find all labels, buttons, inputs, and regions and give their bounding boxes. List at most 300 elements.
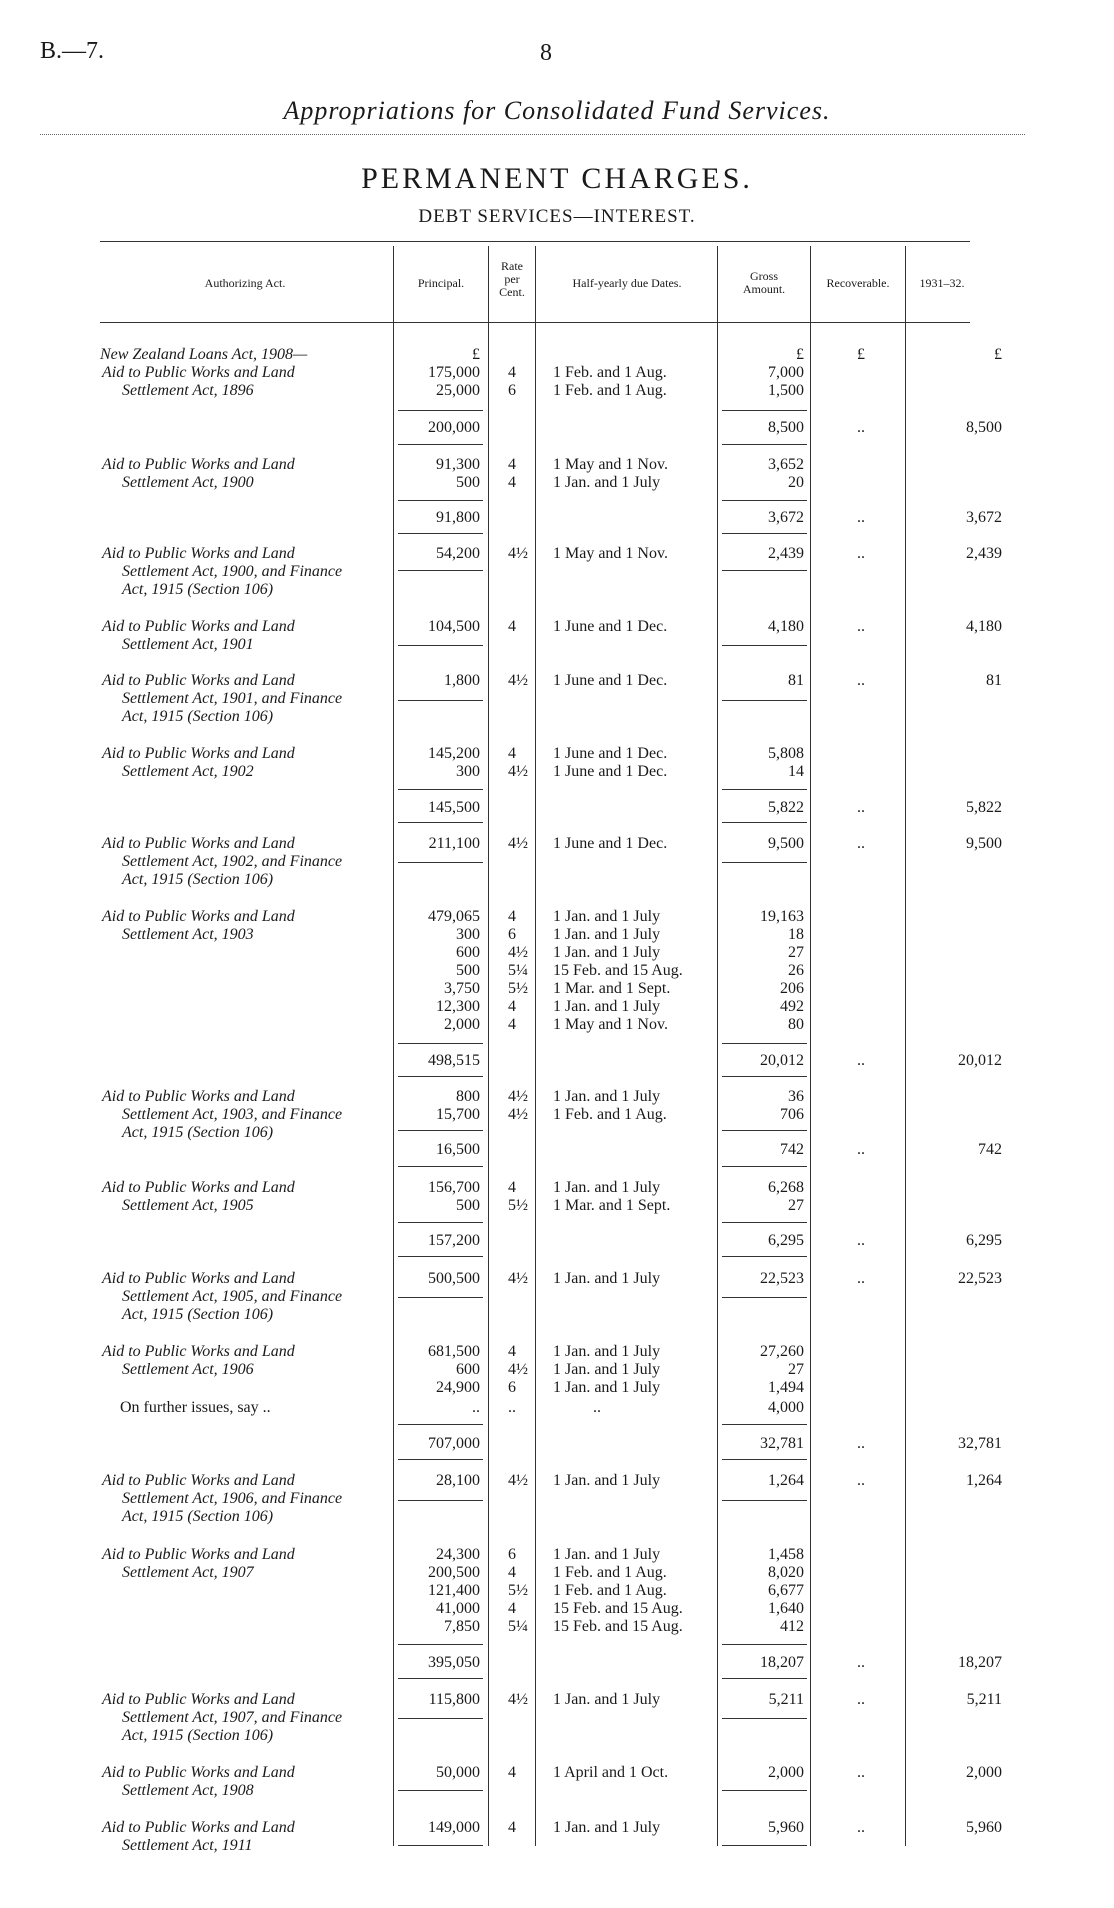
- dates-cell: 1 June and 1 Dec.: [553, 835, 668, 852]
- gross-cell: 27: [788, 944, 804, 961]
- gross-cell: 706: [780, 1106, 804, 1123]
- sum-rule: [398, 410, 483, 411]
- gross-cell: 412: [780, 1618, 804, 1635]
- principal-cell: 91,300: [436, 456, 480, 473]
- recoverable-cell: ..: [857, 1472, 865, 1489]
- principal-cell: 25,000: [436, 382, 480, 399]
- sum-rule: [398, 862, 483, 863]
- sum-rule: [398, 1424, 483, 1425]
- act-cell: Aid to Public Works and Land: [102, 618, 295, 635]
- rate-cell: 6: [508, 926, 516, 943]
- dates-cell: 15 Feb. and 15 Aug.: [553, 962, 683, 979]
- rate-cell: 4: [508, 998, 516, 1015]
- gross-cell: 8,020: [768, 1564, 804, 1581]
- act-cell: Settlement Act, 1900: [122, 474, 254, 491]
- dates-cell: 1 Jan. and 1 July: [553, 1379, 661, 1396]
- rate-cell: ..: [508, 1399, 516, 1416]
- act-cell: Settlement Act, 1907, and Finance: [122, 1709, 343, 1726]
- document-code: B.—7.: [40, 38, 105, 64]
- recoverable-cell: ..: [857, 1764, 865, 1781]
- col-header-rate-line: per: [504, 272, 520, 286]
- rate-cell: 4½: [508, 1691, 528, 1708]
- rate-cell: 6: [508, 1546, 516, 1563]
- act-cell: Settlement Act, 1901: [122, 636, 254, 653]
- act-cell: Aid to Public Works and Land: [102, 545, 295, 562]
- sum-rule: [722, 1222, 807, 1223]
- principal-cell: 145,200: [428, 745, 480, 762]
- sum-rule: [722, 533, 807, 534]
- act-cell: Settlement Act, 1903, and Finance: [122, 1106, 343, 1123]
- recoverable-cell: ..: [857, 1141, 865, 1158]
- sum-rule: [722, 1678, 807, 1679]
- gross-cell: 4,000: [768, 1399, 804, 1416]
- rate-cell: 5¼: [508, 962, 528, 979]
- sum-rule: [398, 700, 483, 701]
- sum-rule: [398, 1076, 483, 1077]
- sum-rule: [722, 645, 807, 646]
- principal-subtotal: 707,000: [428, 1435, 480, 1452]
- column-divider: [393, 246, 394, 1846]
- sum-rule: [398, 1790, 483, 1791]
- sum-rule: [722, 1718, 807, 1719]
- dates-cell: 1 Feb. and 1 Aug.: [553, 1564, 667, 1581]
- dates-cell: 1 Jan. and 1 July: [553, 998, 661, 1015]
- gross-subtotal: 742: [780, 1141, 804, 1158]
- total-cell: 8,500: [966, 419, 1002, 436]
- sum-rule: [722, 444, 807, 445]
- dates-cell: 1 Feb. and 1 Aug.: [553, 1106, 667, 1123]
- rate-cell: 4: [508, 1564, 516, 1581]
- principal-subtotal: 157,200: [428, 1232, 480, 1249]
- rate-cell: 4½: [508, 672, 528, 689]
- act-cell: Aid to Public Works and Land: [102, 1819, 295, 1836]
- gross-cell: £: [796, 346, 804, 363]
- recoverable-cell: ..: [857, 672, 865, 689]
- total-cell: 20,012: [958, 1052, 1002, 1069]
- act-cell: Aid to Public Works and Land: [102, 456, 295, 473]
- rate-cell: 4: [508, 474, 516, 491]
- gross-cell: 6,677: [768, 1582, 804, 1599]
- sum-rule: [398, 822, 483, 823]
- act-cell: Aid to Public Works and Land: [102, 672, 295, 689]
- principal-cell: 1,800: [444, 672, 480, 689]
- act-cell: Aid to Public Works and Land: [102, 1088, 295, 1105]
- dates-cell: 1 June and 1 Dec.: [553, 672, 668, 689]
- principal-cell: 175,000: [428, 364, 480, 381]
- total-cell: £: [994, 346, 1002, 363]
- col-header-gross: [719, 270, 809, 296]
- principal-subtotal: 498,515: [428, 1052, 480, 1069]
- gross-cell: 5,211: [768, 1691, 804, 1708]
- col-header-recoverable: Recoverable.: [826, 276, 890, 290]
- gross-subtotal: 6,295: [768, 1232, 804, 1249]
- principal-cell: 24,300: [436, 1546, 480, 1563]
- dates-cell: 1 Jan. and 1 July: [553, 944, 661, 961]
- further-issues-label: On further issues, say ..: [120, 1399, 271, 1416]
- act-cell: Aid to Public Works and Land: [102, 908, 295, 925]
- principal-cell: 149,000: [428, 1819, 480, 1836]
- gross-cell: 27: [788, 1361, 804, 1378]
- sum-rule: [722, 822, 807, 823]
- total-cell: 6,295: [966, 1232, 1002, 1249]
- act-cell: Settlement Act, 1906: [122, 1361, 254, 1378]
- sum-rule: [398, 1130, 483, 1131]
- total-cell: 2,439: [966, 545, 1002, 562]
- total-cell: 5,211: [966, 1691, 1002, 1708]
- principal-cell: 156,700: [428, 1179, 480, 1196]
- sum-rule: [398, 1678, 483, 1679]
- gross-cell: 6,268: [768, 1179, 804, 1196]
- column-divider: [810, 246, 811, 1846]
- gross-subtotal: 32,781: [760, 1435, 804, 1452]
- recoverable-cell: ..: [857, 1270, 865, 1287]
- section-title: PERMANENT CHARGES.: [361, 162, 753, 195]
- dates-cell: 1 Jan. and 1 July: [553, 926, 661, 943]
- sum-rule: [398, 1718, 483, 1719]
- col-header-gross-line: Gross: [749, 269, 778, 283]
- dates-cell: 15 Feb. and 15 Aug.: [553, 1600, 683, 1617]
- act-cell: Aid to Public Works and Land: [102, 1546, 295, 1563]
- total-cell: 2,000: [966, 1764, 1002, 1781]
- principal-cell: 211,100: [428, 835, 480, 852]
- act-cell: Settlement Act, 1905, and Finance: [122, 1288, 343, 1305]
- dates-cell: 1 Jan. and 1 July: [553, 1343, 661, 1360]
- col-header-dates: Half-yearly due Dates.: [572, 276, 682, 290]
- rate-cell: 4½: [508, 1270, 528, 1287]
- sum-rule: [722, 1644, 807, 1645]
- rate-cell: 4: [508, 745, 516, 762]
- sum-rule: [722, 500, 807, 501]
- sum-rule: [398, 1256, 483, 1257]
- gross-cell: 2,000: [768, 1764, 804, 1781]
- total-cell: 32,781: [958, 1435, 1002, 1452]
- rate-cell: 6: [508, 1379, 516, 1396]
- gross-cell: 19,163: [760, 908, 804, 925]
- dates-cell: 1 May and 1 Nov.: [553, 545, 668, 562]
- principal-cell: 12,300: [436, 998, 480, 1015]
- rate-cell: 4: [508, 618, 516, 635]
- dates-cell: 1 Feb. and 1 Aug.: [553, 382, 667, 399]
- dates-cell: 1 Jan. and 1 July: [553, 1546, 661, 1563]
- sum-rule: [722, 1424, 807, 1425]
- principal-cell: 2,000: [444, 1016, 480, 1033]
- principal-cell: 500: [456, 1197, 480, 1214]
- sum-rule: [398, 533, 483, 534]
- dates-cell: 1 June and 1 Dec.: [553, 618, 668, 635]
- dates-cell: 1 Feb. and 1 Aug.: [553, 364, 667, 381]
- column-divider: [535, 246, 536, 1846]
- recoverable-cell: ..: [857, 1819, 865, 1836]
- act-cell: Settlement Act, 1911: [122, 1837, 253, 1854]
- total-cell: 3,672: [966, 509, 1002, 526]
- act-cell: Aid to Public Works and Land: [102, 1270, 295, 1287]
- rate-cell: 4½: [508, 1106, 528, 1123]
- principal-cell: 500,500: [428, 1270, 480, 1287]
- page-number: 8: [540, 40, 552, 66]
- principal-cell: 681,500: [428, 1343, 480, 1360]
- subsection-title: DEBT SERVICES—INTEREST.: [418, 206, 696, 227]
- act-cell: Aid to Public Works and Land: [102, 364, 295, 381]
- dates-cell: 1 Mar. and 1 Sept.: [553, 1197, 671, 1214]
- gross-subtotal: 3,672: [768, 509, 804, 526]
- gross-cell: 7,000: [768, 364, 804, 381]
- sum-rule: [722, 1845, 807, 1846]
- rate-cell: 4½: [508, 1472, 528, 1489]
- total-cell: 1,264: [966, 1472, 1002, 1489]
- rate-cell: 4: [508, 908, 516, 925]
- gross-cell: 81: [788, 672, 804, 689]
- principal-cell: 50,000: [436, 1764, 480, 1781]
- sum-rule: [722, 789, 807, 790]
- total-cell: 5,822: [966, 799, 1002, 816]
- principal-subtotal: 200,000: [428, 419, 480, 436]
- act-cell: Settlement Act, 1902: [122, 763, 254, 780]
- dates-cell: 1 May and 1 Nov.: [553, 1016, 668, 1033]
- sum-rule: [722, 1166, 807, 1167]
- sum-rule: [398, 1644, 483, 1645]
- sum-rule: [398, 1297, 483, 1298]
- dates-cell: 1 Jan. and 1 July: [553, 1472, 661, 1489]
- sum-rule: [398, 1166, 483, 1167]
- dates-cell: 15 Feb. and 15 Aug.: [553, 1618, 683, 1635]
- recoverable-cell: ..: [857, 509, 865, 526]
- principal-cell: 300: [456, 763, 480, 780]
- recoverable-cell: ..: [857, 799, 865, 816]
- rate-cell: 4: [508, 1600, 516, 1617]
- principal-cell: 300: [456, 926, 480, 943]
- recoverable-cell: £: [857, 346, 865, 363]
- gross-cell: 20: [788, 474, 804, 491]
- principal-cell: 7,850: [444, 1618, 480, 1635]
- dates-cell: 1 Jan. and 1 July: [553, 908, 661, 925]
- act-cell: Aid to Public Works and Land: [102, 1691, 295, 1708]
- rate-cell: 4½: [508, 835, 528, 852]
- act-cell: Act, 1915 (Section 106): [122, 581, 274, 598]
- total-cell: 5,960: [966, 1819, 1002, 1836]
- rate-cell: 4: [508, 1179, 516, 1196]
- rate-cell: 4: [508, 1819, 516, 1836]
- principal-cell: 24,900: [436, 1379, 480, 1396]
- rate-cell: 4: [508, 1764, 516, 1781]
- column-divider: [905, 246, 906, 1846]
- act-cell: Settlement Act, 1905: [122, 1197, 254, 1214]
- act-cell: Settlement Act, 1900, and Finance: [122, 563, 343, 580]
- col-header-rate-line: Cent.: [499, 285, 525, 299]
- act-cell: Settlement Act, 1901, and Finance: [122, 690, 343, 707]
- gross-cell: 80: [788, 1016, 804, 1033]
- principal-cell: 121,400: [428, 1582, 480, 1599]
- recoverable-cell: ..: [857, 835, 865, 852]
- rate-cell: 5½: [508, 980, 528, 997]
- act-cell: Settlement Act, 1906, and Finance: [122, 1490, 343, 1507]
- dates-cell: 1 Jan. and 1 July: [553, 1691, 661, 1708]
- gross-cell: 1,458: [768, 1546, 804, 1563]
- sum-rule: [722, 862, 807, 863]
- recoverable-cell: ..: [857, 1654, 865, 1671]
- act-cell: Aid to Public Works and Land: [102, 1472, 295, 1489]
- dates-cell: 1 Mar. and 1 Sept.: [553, 980, 671, 997]
- total-cell: 9,500: [966, 835, 1002, 852]
- sum-rule: [722, 1256, 807, 1257]
- act-cell: Aid to Public Works and Land: [102, 1179, 295, 1196]
- act-cell: Aid to Public Works and Land: [102, 835, 295, 852]
- sum-rule: [398, 789, 483, 790]
- rate-cell: 4: [508, 1016, 516, 1033]
- gross-subtotal: 20,012: [760, 1052, 804, 1069]
- sum-rule: [722, 1790, 807, 1791]
- gross-cell: 1,640: [768, 1600, 804, 1617]
- act-cell: Act, 1915 (Section 106): [122, 1727, 274, 1744]
- principal-cell: 15,700: [436, 1106, 480, 1123]
- sum-rule: [722, 410, 807, 411]
- sum-rule: [398, 1845, 483, 1846]
- rate-cell: 4: [508, 456, 516, 473]
- gross-cell: 206: [780, 980, 804, 997]
- col-header-rate-line: Rate: [501, 259, 523, 273]
- sum-rule: [722, 700, 807, 701]
- dates-cell: 1 Jan. and 1 July: [553, 1088, 661, 1105]
- sum-rule: [722, 1459, 807, 1460]
- gross-cell: 3,652: [768, 456, 804, 473]
- dates-cell: 1 May and 1 Nov.: [553, 456, 668, 473]
- gross-subtotal: 8,500: [768, 419, 804, 436]
- act-cell: Settlement Act, 1896: [122, 382, 254, 399]
- gross-cell: 2,439: [768, 545, 804, 562]
- principal-cell: ..: [472, 1399, 480, 1416]
- gross-cell: 1,264: [768, 1472, 804, 1489]
- page-title: Appropriations for Consolidated Fund Services.: [283, 96, 831, 125]
- principal-cell: 500: [456, 474, 480, 491]
- sum-rule: [722, 1130, 807, 1131]
- col-header-act: Authorizing Act.: [204, 276, 286, 290]
- principal-cell: 500: [456, 962, 480, 979]
- principal-cell: 600: [456, 1361, 480, 1378]
- total-cell: 742: [978, 1141, 1002, 1158]
- recoverable-cell: ..: [857, 1691, 865, 1708]
- dates-cell: 1 Jan. and 1 July: [553, 1361, 661, 1378]
- sum-rule: [722, 570, 807, 571]
- act-cell: New Zealand Loans Act, 1908—: [100, 346, 308, 363]
- principal-cell: 600: [456, 944, 480, 961]
- act-cell: Act, 1915 (Section 106): [122, 1306, 274, 1323]
- principal-cell: 41,000: [436, 1600, 480, 1617]
- act-cell: Act, 1915 (Section 106): [122, 1124, 274, 1141]
- gross-cell: 22,523: [760, 1270, 804, 1287]
- title-divider: [40, 134, 1025, 135]
- act-cell: Aid to Public Works and Land: [102, 1343, 295, 1360]
- principal-cell: 28,100: [436, 1472, 480, 1489]
- sum-rule: [398, 500, 483, 501]
- dates-cell: 1 June and 1 Dec.: [553, 763, 668, 780]
- total-cell: 4,180: [966, 618, 1002, 635]
- table-top-rule: [100, 241, 970, 242]
- act-cell: Act, 1915 (Section 106): [122, 708, 274, 725]
- gross-subtotal: 18,207: [760, 1654, 804, 1671]
- gross-cell: 1,494: [768, 1379, 804, 1396]
- column-divider: [488, 246, 489, 1846]
- principal-cell: 3,750: [444, 980, 480, 997]
- gross-cell: 4,180: [768, 618, 804, 635]
- sum-rule: [398, 1222, 483, 1223]
- rate-cell: 4: [508, 364, 516, 381]
- gross-cell: 27,260: [760, 1343, 804, 1360]
- sum-rule: [398, 1500, 483, 1501]
- gross-cell: 18: [788, 926, 804, 943]
- act-cell: Settlement Act, 1908: [122, 1782, 254, 1799]
- principal-cell: 800: [456, 1088, 480, 1105]
- act-cell: Aid to Public Works and Land: [102, 745, 295, 762]
- gross-cell: 5,808: [768, 745, 804, 762]
- dates-cell: 1 Jan. and 1 July: [553, 474, 661, 491]
- dates-cell: 1 Jan. and 1 July: [553, 1819, 661, 1836]
- principal-cell: 104,500: [428, 618, 480, 635]
- act-cell: Aid to Public Works and Land: [102, 1764, 295, 1781]
- act-cell: Settlement Act, 1903: [122, 926, 254, 943]
- principal-cell: 479,065: [428, 908, 480, 925]
- act-cell: Act, 1915 (Section 106): [122, 1508, 274, 1525]
- sum-rule: [398, 570, 483, 571]
- total-cell: 81: [986, 672, 1002, 689]
- sum-rule: [722, 1043, 807, 1044]
- recoverable-cell: ..: [857, 1435, 865, 1452]
- dates-cell: 1 June and 1 Dec.: [553, 745, 668, 762]
- gross-cell: 5,960: [768, 1819, 804, 1836]
- col-header-year: 1931–32.: [919, 276, 965, 290]
- dates-cell: 1 April and 1 Oct.: [553, 1764, 669, 1781]
- rate-cell: 4: [508, 1343, 516, 1360]
- rate-cell: 6: [508, 382, 516, 399]
- rate-cell: 4½: [508, 1361, 528, 1378]
- principal-subtotal: 91,800: [436, 509, 480, 526]
- sum-rule: [722, 1076, 807, 1077]
- recoverable-cell: ..: [857, 419, 865, 436]
- gross-cell: 36: [788, 1088, 804, 1105]
- principal-subtotal: 16,500: [436, 1141, 480, 1158]
- sum-rule: [398, 444, 483, 445]
- principal-cell: 115,800: [428, 1691, 480, 1708]
- act-cell: Act, 1915 (Section 106): [122, 871, 274, 888]
- recoverable-cell: ..: [857, 545, 865, 562]
- act-cell: Settlement Act, 1902, and Finance: [122, 853, 343, 870]
- rate-cell: 5½: [508, 1197, 528, 1214]
- gross-cell: 9,500: [768, 835, 804, 852]
- rate-cell: 4½: [508, 763, 528, 780]
- recoverable-cell: ..: [857, 618, 865, 635]
- gross-subtotal: 5,822: [768, 799, 804, 816]
- principal-cell: £: [472, 346, 480, 363]
- dates-cell: 1 Jan. and 1 July: [553, 1270, 661, 1287]
- dates-cell: 1 Jan. and 1 July: [553, 1179, 661, 1196]
- dates-cell: 1 Feb. and 1 Aug.: [553, 1582, 667, 1599]
- dates-cell: ..: [593, 1399, 601, 1416]
- col-header-principal: Principal.: [417, 276, 465, 290]
- sum-rule: [722, 1297, 807, 1298]
- rate-cell: 4½: [508, 1088, 528, 1105]
- col-header-rate: [490, 260, 534, 299]
- column-divider: [717, 246, 718, 1846]
- total-cell: 18,207: [958, 1654, 1002, 1671]
- total-cell: 22,523: [958, 1270, 1002, 1287]
- sum-rule: [398, 1459, 483, 1460]
- col-header-gross-line: Amount.: [742, 282, 786, 296]
- principal-cell: 200,500: [428, 1564, 480, 1581]
- principal-subtotal: 395,050: [428, 1654, 480, 1671]
- gross-cell: 27: [788, 1197, 804, 1214]
- gross-cell: 14: [788, 763, 804, 780]
- rate-cell: 5½: [508, 1582, 528, 1599]
- sum-rule: [398, 1043, 483, 1044]
- recoverable-cell: ..: [857, 1052, 865, 1069]
